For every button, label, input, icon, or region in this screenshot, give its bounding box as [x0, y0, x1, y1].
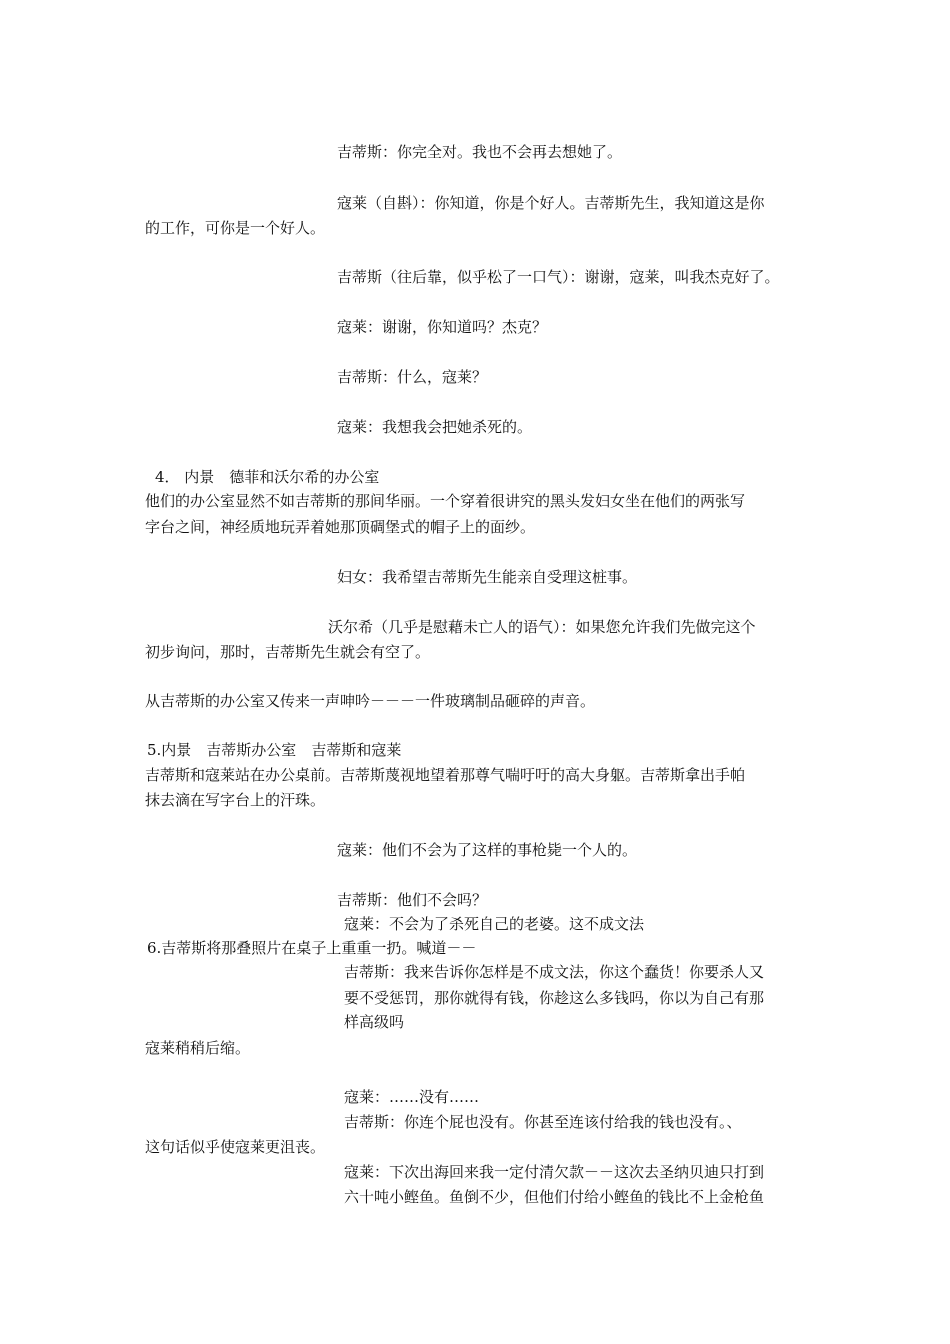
- action-text: 吉蒂斯和寇莱站在办公桌前。吉蒂斯蔑视地望着那尊气喘吁吁的高大身躯。吉蒂斯拿出手帕: [145, 766, 746, 784]
- dialogue-line: 吉蒂斯：他们不会吗？: [337, 891, 488, 909]
- dialogue-line-continuation: 要不受惩罚，那你就得有钱，你趁这么多钱吗，你以为自己有那: [344, 989, 765, 1007]
- dialogue-line-continuation: 初步询问，那时，吉蒂斯先生就会有空了。: [145, 643, 431, 661]
- dialogue-line-continuation: 样高级吗: [344, 1013, 405, 1031]
- scene-heading: 4． 内景 德菲和沃尔希的办公室: [155, 468, 380, 486]
- scene-heading: 5.内景 吉蒂斯办公室 吉蒂斯和寇莱: [147, 741, 402, 759]
- dialogue-line: 寇莱：我想我会把她杀死的。: [337, 418, 533, 436]
- action-text: 寇莱稍稍后缩。: [145, 1039, 251, 1057]
- action-text: 他们的办公室显然不如吉蒂斯的那间华丽。一个穿着很讲究的黑头发妇女坐在他们的两张写: [145, 492, 746, 510]
- dialogue-line: 寇莱：……没有……: [344, 1088, 480, 1106]
- scene-heading: 6.吉蒂斯将那叠照片在桌子上重重一扔。喊道－－: [147, 939, 477, 957]
- dialogue-line: 寇莱：下次出海回来我一定付清欠款－－这次去圣纳贝迪只打到: [344, 1163, 765, 1181]
- action-text: 字台之间，神经质地玩弄着她那顶碉堡式的帽子上的面纱。: [145, 518, 536, 536]
- dialogue-line: 寇莱：谢谢，你知道吗？杰克？: [337, 318, 548, 336]
- dialogue-line: 寇莱：他们不会为了这样的事枪毙一个人的。: [337, 841, 638, 859]
- dialogue-line: 吉蒂斯：什么，寇莱？: [337, 368, 488, 386]
- dialogue-line: 吉蒂斯：你连个屁也没有。你甚至连该付给我的钱也没有。、: [344, 1113, 742, 1131]
- dialogue-line-continuation: 的工作，可你是一个好人。: [145, 219, 326, 237]
- dialogue-line: 妇女：我希望吉蒂斯先生能亲自受理这桩事。: [337, 568, 638, 586]
- action-text: 抹去滴在写字台上的汗珠。: [145, 791, 326, 809]
- action-text: 从吉蒂斯的办公室又传来一声呻吟－－－一件玻璃制品砸碎的声音。: [145, 692, 596, 710]
- dialogue-line: 吉蒂斯：我来告诉你怎样是不成文法，你这个蠢货！你要杀人又: [344, 963, 765, 981]
- action-text: 这句话似乎使寇莱更沮丧。: [145, 1138, 326, 1156]
- dialogue-line: 吉蒂斯（往后靠，似乎松了一口气）：谢谢，寇莱，叫我杰克好了。: [337, 268, 780, 286]
- dialogue-line: 寇莱：不会为了杀死自己的老婆。这不成文法: [344, 915, 645, 933]
- dialogue-line: 沃尔希（几乎是慰藉未亡人的语气）：如果您允许我们先做完这个: [328, 618, 756, 636]
- dialogue-line: 吉蒂斯：你完全对。我也不会再去想她了。: [337, 143, 623, 161]
- dialogue-line: 寇莱（自斟）：你知道，你是个好人。吉蒂斯先生，我知道这是你: [337, 194, 765, 212]
- dialogue-line-continuation: 六十吨小鲣鱼。鱼倒不少，但他们付给小鲣鱼的钱比不上金枪鱼: [344, 1188, 765, 1206]
